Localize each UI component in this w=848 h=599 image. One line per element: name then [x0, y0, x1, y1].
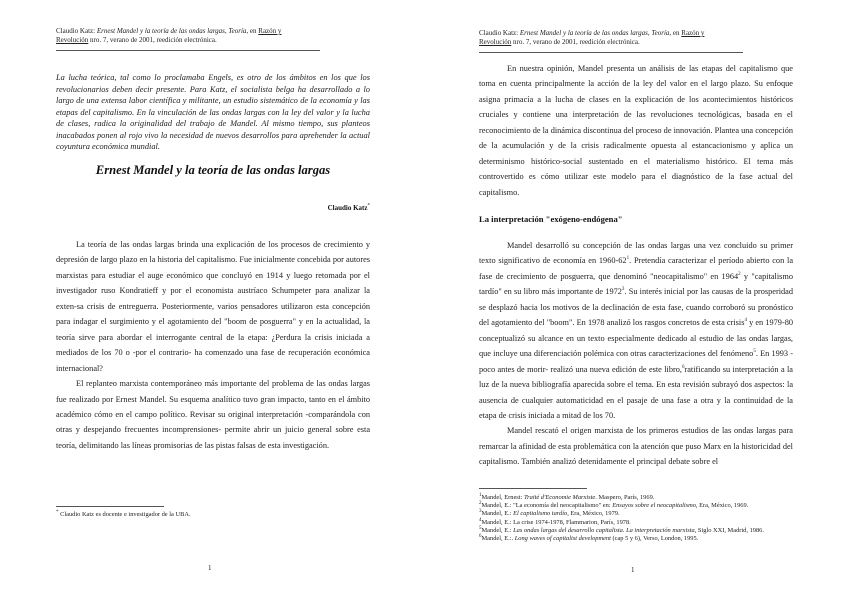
author-line: Claudio Katz*: [327, 203, 370, 212]
footnote: $^6$Mandel, E.:. Long waves of capitalist development (cap 5 y 6), Verso, London, 1995.: [479, 533, 699, 543]
journal-link-2[interactable]: Revolución: [56, 36, 89, 44]
footnotes: [479, 494, 795, 543]
paragraph: El replanteo marxista contemporáneo más importante del problema de las ondas largas fue realizado por Ernest Mandel. Su esquema analítico tuvo gran impacto, tanto en el ámbito académico cómo en el campo político. Revisar su original interpretación -comparándola con otras y despejando frecuentes incomprensiones- permite abrir un juicio general sobre esta teoría, delimitando las líneas promisorias de las pistas falsas de esta investigación.: [56, 379, 370, 450]
page-number: 1: [631, 566, 635, 574]
header-rule: [56, 50, 320, 51]
paragraph: Mandel rescató el origen marxista de los primeros estudios de las ondas largas para remarcar la afinidad de esta problemática con la atención que puso Marx en la historicidad del capitalismo. También analizó detenidamente el principal debate sobre el: [479, 426, 793, 467]
page-number: 1: [208, 564, 212, 572]
journal-link-2[interactable]: Revolución: [479, 38, 512, 46]
running-header: Claudio Katz: Ernest Mandel y la teoría de las ondas largas, Teoría, en Razón y Revolución nro. 7, verano de 2001, reedición electrónica.: [479, 29, 705, 46]
footnote: $^2$Mandel, E.: "La economía del neocapitalismo" en: Ensayos sobre el neocapitalismo, Era, México, 1969.: [479, 501, 749, 510]
section-heading: La interpretación "exógeno-endógena": [479, 214, 623, 224]
paragraph: Mandel desarrolló su concepción de las ondas largas una vez concluido su primer texto significativo de economía en $1960-62^1$. Pretendía caracterizar el período abierto con la fase de crecimiento de posguerra, que denominó "neocapitalismo" en 1964$^2$ y "capitalismo tardío" en su libro más importante de 1972$^3$. Su interés inicial por las causas de la prosperidad se desplazó hacia los motivos de la declinación de esta fase, cuando corroboró su pronóstico del agotamiento del "boom". En 1978 analizó los rasgos concretos de esta crisis$^4$ y en 1979-80 conceptualizó su alcance en un texto especialmente dedicado al estudio de las ondas largas, que incluye una diferenciación polémica con otras caracterizaciones del fenómeno$^5$. En 1993 -poco antes de morir- realizó una nueva edición de este libro,$^6$ratificando su interpretación a la luz de la nueva bibliografía aparecida sobre el tema. En esta revisión subrayó dos aspectos: la ausencia de cualquier automaticidad en el pasaje de una fase a otra y la continuidad de la etapa de crisis iniciada a mitad de los 70.: [479, 241, 794, 420]
body-text: [56, 237, 370, 453]
intro-text: [479, 61, 793, 200]
footnote: $^5$Mandel, E.: Las ondas largas del desarrollo capitalista. La interpretación marxista, Siglo XXI, Madrid, 1986.: [479, 525, 764, 534]
header-rule: [479, 52, 743, 53]
footnote: * Claudio Katz es docente e investigador de la UBA.: [56, 509, 191, 518]
running-header: Claudio Katz: Ernest Mandel y la teoría de las ondas largas, Teoría, en Razón y Revolución nro. 7, verano de 2001, reedición electrónica.: [56, 27, 282, 44]
footnote-rule: [479, 488, 587, 489]
right-page: [424, 0, 848, 599]
paragraph: En nuestra opinión, Mandel presenta un análisis de las etapas del capitalismo que toma en cuenta principalmente la acción de la ley del valor en el largo plazo. Su enfoque asigna primacía a la lucha de clases en la explicación de los acontecimientos históricos cruciales y contiene una interpretación de las revoluciones tecnológicas, basada en el reconocimiento de la dinámica discontinua del proceso de innovación. Plantea una concepción de la acumulación y de la crisis radicalmente opuesta al estancacionismo y aplica un determinismo histórico-social sustentado en el materialismo histórico. El tema más controvertido es cómo utilizar este modelo para el diagnóstico de la fase actual del capitalismo.: [479, 64, 793, 197]
footnote: $^1$Mandel, Ernest: Traité d'Economie Marxiste. Maspero, París, 1969.: [479, 492, 655, 501]
footnote-rule: [56, 506, 164, 507]
body-text: [479, 238, 793, 470]
footnote: $^4$Mandel, E.: La crise 1974-1978, Flammarion, París, 1978.: [479, 517, 631, 526]
footnote: $^3$Mandel, E.: El capitalismo tardío, Era, México, 1979.: [479, 509, 620, 518]
journal-link[interactable]: Razón y: [258, 27, 282, 35]
paragraph: La teoría de las ondas largas brinda una explicación de los procesos de crecimiento y depresión de largo plazo en la historia del capitalismo. Fue inicialmente concebida por autores marxistas para estudiar el auge económico que concluyó en 1914 y luego retomada por el investigador ruso Kondratieff y por el economista austríaco Schumpeter para analizar la exten-sa crisis de entreguerra. Posteriormente, varios pensadores utilizaron esta concepción para indagar el surgimiento y el agotamiento del "boom de posguerra" y en la actualidad, la teoría sirve para abordar el interrogante central de la etapa: ¿Perdura la crisis iniciada a mediados de los 70 o -por el contrario- ha comenzado una fase de recuperación económica internacional?: [56, 240, 370, 373]
abstract: La lucha teórica, tal como lo proclamaba Engels, es otro de los ámbitos en los que los revolucionarios deben decir presente. Para Katz, el socialista belga ha desarrollado a lo largo de una extensa labor científica y militante, un estudio sistemático de la economía y las etapas del capitalismo. En la vinculación de las ondas largas con la ley del valor y la lucha de clases, radica la originalidad del trabajo de Mandel. Al mismo tiempo, sus planteos inacabados ponen al rojo vivo la necesidad de nuevos desarrollos para aprehender la actual coyuntura económica mundial.: [56, 73, 370, 151]
article-title: Ernest Mandel y la teoría de las ondas largas: [95, 163, 331, 177]
journal-link[interactable]: Razón y: [681, 29, 705, 37]
